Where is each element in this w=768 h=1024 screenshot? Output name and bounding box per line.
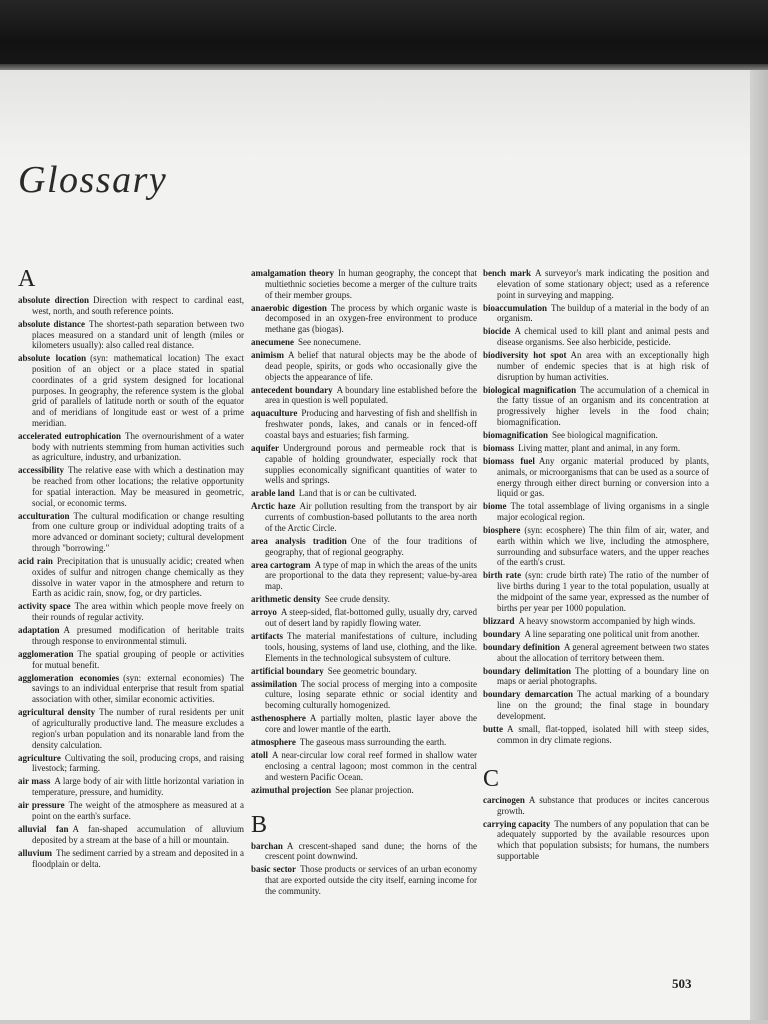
glossary-entry	[18, 353, 244, 428]
section-letter: C	[483, 765, 500, 792]
glossary-term: arroyo	[251, 607, 277, 618]
glossary-entry	[251, 737, 477, 748]
glossary-definition: A heavy snowstorm accompanied by high winds.	[518, 615, 696, 626]
glossary-term: anecumene	[251, 337, 294, 348]
glossary-entry	[18, 465, 244, 508]
glossary-entry	[18, 776, 244, 798]
glossary-entry	[18, 753, 244, 775]
glossary-entry	[18, 319, 244, 351]
glossary-definition: A chemical used to kill plant and animal pests and disease organisms. See also herbicide, pesticide.	[497, 326, 709, 348]
glossary-definition: (syn: crude birth rate) The ratio of the number of live births during 1 year to the total population, usually at the midpoint of the same year, expressed as the number of births per year per 1000 population.	[497, 570, 709, 613]
glossary-definition: Air pollution resulting from the transport by air currents of combustion-based pollutants to the area north of the Arctic Circle.	[265, 501, 477, 533]
glossary-entry	[251, 666, 477, 677]
glossary-entry	[251, 841, 477, 863]
glossary-definition: A line separating one political unit from another.	[524, 628, 700, 639]
glossary-definition: Cultivating the soil, producing crops, and raising livestock; farming.	[32, 752, 244, 774]
glossary-term: arable land	[251, 488, 295, 499]
glossary-definition: The accumulation of a chemical in the fatty tissue of an organism and its concentration at progressively higher levels in the food chain; biomagnification.	[497, 384, 709, 427]
glossary-term: biomass fuel	[483, 456, 535, 467]
glossary-definition: The relative ease with which a destination may be reached from other locations; the relative opportunity for spatial interaction. May be measured in geometric, social, or economic terms.	[32, 465, 244, 508]
scanner-frame-top	[0, 0, 768, 70]
glossary-entry	[251, 408, 477, 440]
glossary-entry	[483, 456, 709, 499]
glossary-definition: The numbers of any population that can be adequately supported by the available resources upon which that population subsists; for humans, the numbers supportable	[497, 818, 709, 861]
glossary-entry	[483, 570, 709, 613]
glossary-term: aquifer	[251, 443, 279, 454]
glossary-entry	[251, 385, 477, 407]
glossary-term: bioaccumulation	[483, 302, 548, 313]
glossary-definition: The area within which people move freely on their rounds of regular activity.	[32, 601, 244, 623]
glossary-definition: A steep-sided, flat-bottomed gully, usually dry, carved out of desert land by rapidly flowing water.	[265, 607, 477, 629]
glossary-term: aquaculture	[251, 408, 298, 419]
glossary-term: adaptation	[18, 625, 60, 636]
glossary-term: accessibility	[18, 465, 64, 476]
glossary-term: atmosphere	[251, 737, 296, 748]
glossary-term: boundary demarcation	[483, 689, 574, 700]
glossary-entry	[18, 707, 244, 750]
glossary-term: biome	[483, 501, 507, 512]
glossary-entry	[251, 488, 477, 499]
glossary-term: absolute direction	[18, 295, 89, 305]
glossary-entry	[18, 848, 244, 870]
glossary-definition: A surveyor's mark indicating the position and elevation of some stationary object; used as a reference point in surveying and mapping.	[497, 268, 709, 300]
glossary-definition: The cultural modification or change resulting from one culture group or individual adopting traits of a more advanced or dominant society; cultural development through "borrowing."	[32, 510, 244, 553]
glossary-entry	[251, 337, 477, 348]
glossary-definition: A type of map in which the areas of the units are proportional to the data they represent; value-by-area map.	[265, 559, 477, 592]
glossary-entry	[18, 431, 244, 463]
glossary-term: alluvial fan	[18, 823, 69, 834]
glossary-column-2	[251, 268, 477, 899]
glossary-definition: The material manifestations of culture, including tools, housing, systems of land use, clothing, and the like. Elements in the technological subsystem of culture.	[265, 631, 477, 663]
glossary-definition: The number of rural residents per unit of agriculturally productive land. The measure excludes a region's urban population and its nonarable land from the density calculation.	[32, 707, 244, 750]
glossary-term: accelerated eutrophication	[18, 430, 121, 441]
glossary-definition: A partially molten, plastic layer above the core and lower mantle of the earth.	[265, 713, 477, 734]
glossary-entry	[483, 724, 709, 746]
glossary-definition: The gaseous mass surrounding the earth.	[299, 737, 447, 748]
section-spacer	[483, 748, 709, 762]
glossary-definition: The actual marking of a boundary line on the ground; the final stage in boundary development.	[497, 689, 710, 721]
page-edge-shadow	[750, 70, 768, 1020]
glossary-term: agglomeration economies	[18, 672, 120, 683]
glossary-entry	[251, 713, 477, 735]
glossary-entry	[251, 268, 477, 300]
glossary-definition: The sediment carried by a stream and deposited in a floodplain or delta.	[32, 847, 244, 869]
glossary-entry	[18, 511, 244, 554]
glossary-term: asthenosphere	[251, 713, 306, 724]
glossary-term: agricultural density	[18, 707, 96, 718]
glossary-definition: See nonecumene.	[298, 337, 361, 348]
glossary-definition: Direction with respect to cardinal east, west, north, and south reference points.	[32, 295, 244, 316]
glossary-term: boundary delimitation	[483, 665, 572, 676]
glossary-entry	[483, 629, 709, 640]
glossary-definition: The social process of merging into a composite culture, losing separate ethnic or social identity and becoming culturally homogenized.	[265, 678, 477, 711]
glossary-term: biosphere	[483, 525, 521, 536]
glossary-entry	[251, 350, 477, 382]
glossary-definition: The total assemblage of living organisms in a single major ecological region.	[497, 501, 709, 523]
glossary-definition: An area with an exceptionally high number of endemic species that is at high risk of disruption by human activities.	[497, 350, 709, 382]
glossary-entry	[251, 594, 477, 605]
glossary-entry	[251, 501, 477, 533]
glossary-term: agriculture	[18, 752, 61, 763]
page-bottom-edge	[0, 1020, 768, 1024]
glossary-definition: Precipitation that is unusually acidic; created when oxides of sulfur and nitrogen change chemically as they dissolve in water vapor in the atmosphere and return to Earth as acidic rain, snow, fog, or dry particles.	[32, 556, 244, 599]
glossary-entry	[251, 679, 477, 711]
glossary-definition: A boundary line established before the area in question is well populated.	[265, 384, 477, 406]
section-spacer	[251, 798, 477, 808]
glossary-entry	[18, 649, 244, 671]
glossary-entry	[18, 601, 244, 623]
glossary-definition: A presumed modification of heritable traits through response to environmental stimuli.	[32, 625, 244, 646]
glossary-definition: The process by which organic waste is decomposed in an oxygen-free environment to produce methane gas (biogas).	[265, 302, 478, 335]
glossary-term: atoll	[251, 750, 268, 761]
glossary-definition: The buildup of a material in the body of an organism.	[497, 302, 709, 324]
glossary-term: biodiversity hot spot	[483, 350, 567, 361]
glossary-term: azimuthal projection	[251, 784, 332, 795]
glossary-term: alluvium	[18, 847, 53, 858]
glossary-column-1	[18, 262, 244, 872]
glossary-entry	[251, 750, 477, 782]
glossary-column-3	[483, 268, 709, 864]
glossary-entry	[18, 824, 244, 846]
glossary-entry	[18, 625, 244, 647]
glossary-definition: (syn: ecosphere) The thin film of air, water, and earth within which we live, including the atmosphere, surrounding and subsurface waters, and the upper reaches of the earth's crust.	[497, 525, 709, 568]
glossary-entry	[251, 864, 477, 896]
glossary-term: absolute location	[18, 353, 87, 364]
glossary-definition: A crescent-shaped sand dune; the horns of the crescent point downwind.	[265, 840, 477, 862]
glossary-definition: The weight of the atmosphere as measured at a point on the earth's surface.	[32, 800, 244, 821]
glossary-term: carcinogen	[483, 794, 525, 805]
glossary-entry	[483, 501, 709, 523]
glossary-term: arithmetic density	[251, 594, 321, 605]
glossary-term: acid rain	[18, 556, 53, 567]
glossary-entry	[483, 303, 709, 325]
glossary-term: acculturation	[18, 510, 70, 521]
glossary-definition: Those products or services of an urban economy that are exported outside the city itself, earning income for the community.	[265, 864, 477, 896]
glossary-entry	[483, 268, 709, 300]
glossary-term: antecedent boundary	[251, 384, 333, 395]
glossary-term: biomass	[483, 443, 515, 454]
glossary-entry	[251, 443, 477, 486]
glossary-term: blizzard	[483, 615, 515, 626]
glossary-definition: See geometric boundary.	[327, 665, 417, 676]
glossary-definition: The overnourishment of a water body with nutrients stemming from human activities such as agriculture, industry, and urbanization.	[32, 430, 244, 463]
glossary-term: biocide	[483, 326, 511, 337]
glossary-term: carrying capacity	[483, 818, 551, 829]
glossary-definition: The plotting of a boundary line on maps or aerial photographs.	[497, 665, 709, 687]
glossary-term: area cartogram	[251, 559, 311, 570]
glossary-definition: A near-circular low coral reef formed in shallow water enclosing a central lagoon; most common in the central and western Pacific Ocean.	[265, 750, 477, 782]
glossary-definition: A substance that produces or incites cancerous growth.	[497, 794, 709, 816]
glossary-term: air pressure	[18, 800, 65, 811]
glossary-entry	[251, 631, 477, 663]
glossary-term: artificial boundary	[251, 665, 324, 676]
glossary-term: air mass	[18, 776, 51, 787]
glossary-entry	[483, 819, 709, 862]
glossary-entry	[251, 607, 477, 629]
glossary-definition: (syn: mathematical location) The exact position of an object or a place stated in spatial coordinates of a grid system designed for locational purposes. In geography, the reference system is the global grid of parallels of latitude north or south of the equator and of meridians of longitude east or west of a prime meridian.	[32, 353, 244, 428]
glossary-entry	[251, 560, 477, 592]
glossary-entry	[483, 385, 709, 428]
glossary-entry	[483, 326, 709, 348]
glossary-entry	[483, 795, 709, 817]
glossary-entry	[483, 525, 709, 568]
glossary-term: activity space	[18, 601, 71, 612]
glossary-definition: A small, flat-topped, isolated hill with steep sides, common in dry climate regions.	[497, 724, 709, 745]
glossary-definition: See planar projection.	[335, 784, 414, 795]
section-letter: A	[18, 266, 36, 292]
glossary-entry	[483, 443, 709, 454]
page-number: 503	[672, 976, 692, 991]
glossary-term: bench mark	[483, 268, 531, 278]
glossary-term: barchan	[251, 840, 283, 851]
glossary-term: boundary definition	[483, 641, 560, 652]
glossary-term: assimilation	[251, 678, 298, 689]
page-title: Glossary	[18, 159, 168, 201]
glossary-entry	[483, 689, 709, 721]
glossary-term: biomagnification	[483, 429, 549, 440]
section-letter: B	[251, 811, 268, 838]
glossary-definition: (syn: external economies) The savings to an individual enterprise that result from spatial association with other, similar economic activities.	[32, 672, 245, 705]
glossary-definition: Land that is or can be cultivated.	[298, 488, 417, 499]
glossary-term: biological magnification	[483, 384, 577, 395]
glossary-definition: See crude density.	[324, 594, 390, 605]
glossary-definition: The spatial grouping of people or activities for mutual benefit.	[32, 648, 244, 670]
glossary-term: agglomeration	[18, 648, 74, 659]
glossary-definition: Producing and harvesting of fish and shellfish in freshwater ponds, lakes, and canals or in fenced-off coastal bays and estuaries; fish farming.	[265, 408, 477, 440]
glossary-term: Arctic haze	[251, 501, 296, 512]
glossary-entry	[251, 536, 477, 558]
glossary-definition: Underground porous and permeable rock that is capable of holding groundwater, especially rock that supplies economically significant quantities of water to wells and springs.	[265, 443, 477, 486]
glossary-entry	[483, 350, 709, 382]
glossary-entry	[251, 303, 477, 335]
glossary-term: boundary	[483, 628, 521, 639]
glossary-definition: A general agreement between two states about the allocation of territory between them.	[497, 641, 709, 663]
glossary-definition: The shortest-path separation between two places measured on a standard unit of length (miles or kilometers usually): also called real distance.	[32, 318, 244, 351]
glossary-term: birth rate	[483, 570, 522, 581]
glossary-entry	[483, 666, 709, 688]
glossary-entry	[483, 616, 709, 627]
glossary-definition: A large body of air with little horizontal variation in temperature, pressure, and humidity.	[32, 776, 244, 798]
glossary-entry	[18, 800, 244, 822]
glossary-entry	[18, 295, 244, 317]
glossary-term: artifacts	[251, 631, 283, 642]
glossary-definition: Any organic material produced by plants, animals, or microorganisms that can be used as a source of energy through either direct burning or conversion into a liquid or gas.	[497, 456, 709, 499]
glossary-definition: A fan-shaped accumulation of alluvium deposited by a stream at the base of a hill or mountain.	[32, 823, 244, 845]
glossary-entry	[18, 556, 244, 599]
glossary-definition: A belief that natural objects may be the abode of dead people, spirits, or gods who occasionally give the objects the appearance of life.	[265, 350, 477, 382]
glossary-definition: See biological magnification.	[552, 429, 658, 440]
glossary-definition: One of the four traditions of geography, that of regional geography.	[265, 535, 477, 557]
glossary-entry	[483, 642, 709, 664]
glossary-term: basic sector	[251, 864, 297, 875]
glossary-term: absolute distance	[18, 318, 86, 329]
glossary-term: butte	[483, 724, 503, 734]
glossary-term: amalgamation theory	[251, 268, 334, 278]
glossary-term: area analysis tradition	[251, 535, 347, 546]
glossary-term: animism	[251, 350, 285, 361]
glossary-entry	[251, 785, 477, 796]
glossary-entry	[18, 673, 244, 705]
glossary-entry	[483, 430, 709, 441]
glossary-definition: In human geography, the concept that multiethnic societies become a merger of the culture traits of their member groups.	[265, 268, 477, 300]
glossary-definition: Living matter, plant and animal, in any form.	[518, 443, 681, 454]
glossary-term: anaerobic digestion	[251, 302, 327, 313]
